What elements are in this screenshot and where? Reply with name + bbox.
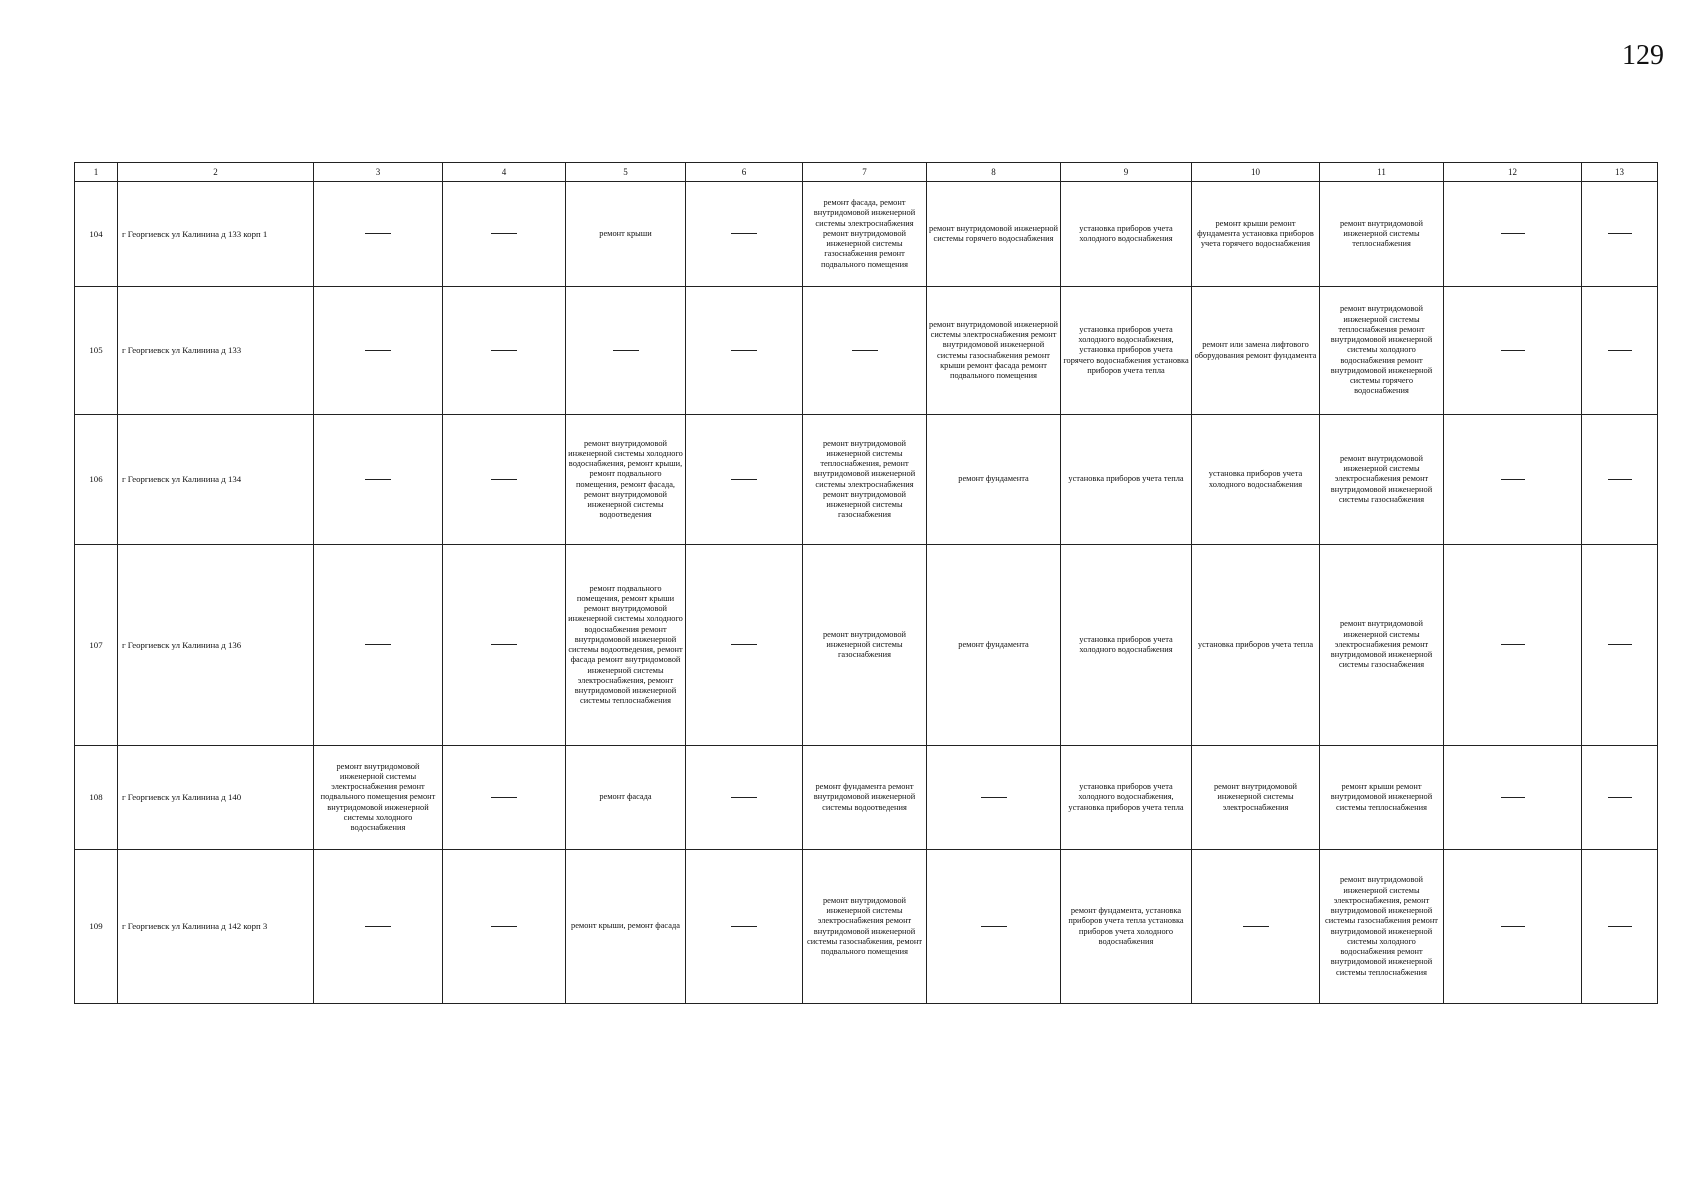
table-row xyxy=(75,746,1658,850)
table-cell xyxy=(1192,850,1320,1004)
table-cell xyxy=(927,850,1061,1004)
column-number: 8 xyxy=(927,163,1061,182)
empty-dash xyxy=(981,797,1007,798)
table-cell: ремонт внутридомовой инженерной системы электроснабжения ремонт внутридомовой инженерной системы газоснабжения xyxy=(1320,415,1444,545)
column-number: 4 xyxy=(443,163,566,182)
empty-dash xyxy=(365,350,391,351)
empty-dash xyxy=(731,644,757,645)
table-cell: ремонт внутридомовой инженерной системы электроснабжения, ремонт внутридомовой инженерной системы газоснабжения ремонт внутридомовой инженерной системы холодного водоснабжения ремонт внутридомовой инженерной системы теплоснабжения xyxy=(1320,850,1444,1004)
table-cell xyxy=(443,545,566,746)
table-cell: ремонт внутридомовой инженерной системы электроснабжения xyxy=(1192,746,1320,850)
table-cell: ремонт внутридомовой инженерной системы теплоснабжения, ремонт внутридомовой инженерной системы электроснабжения ремонт внутридомовой инженерной системы газоснабжения xyxy=(803,415,927,545)
column-number: 6 xyxy=(686,163,803,182)
table-cell: ремонт внутридомовой инженерной системы теплоснабжения ремонт внутридомовой инженерной системы холодного водоснабжения ремонт внутридомовой инженерной системы горячего водоснабжения xyxy=(1320,287,1444,415)
table-cell: установка приборов учета тепла xyxy=(1061,415,1192,545)
table-cell xyxy=(1582,545,1658,746)
empty-dash xyxy=(1608,479,1632,480)
empty-dash xyxy=(1501,350,1525,351)
table-cell xyxy=(443,746,566,850)
empty-dash xyxy=(1608,350,1632,351)
table-cell: ремонт или замена лифтового оборудования ремонт фундамента xyxy=(1192,287,1320,415)
table-cell xyxy=(803,287,927,415)
row-number-cell: 109 xyxy=(75,850,118,1004)
empty-dash xyxy=(1501,479,1525,480)
capital-repair-table xyxy=(74,162,1658,1004)
empty-dash xyxy=(1501,233,1525,234)
table-cell xyxy=(1582,850,1658,1004)
row-number-cell: 106 xyxy=(75,415,118,545)
table-cell xyxy=(686,850,803,1004)
column-number: 7 xyxy=(803,163,927,182)
table-cell: ремонт фундамента ремонт внутридомовой инженерной системы водоотведения xyxy=(803,746,927,850)
empty-dash xyxy=(491,797,517,798)
table-cell: установка приборов учета холодного водоснабжения, установка приборов учета горячего водоснабжения установка приборов учета тепла xyxy=(1061,287,1192,415)
table-cell: ремонт фасада, ремонт внутридомовой инженерной системы электроснабжения ремонт внутридомовой инженерной системы газоснабжения ремонт подвального помещения xyxy=(803,182,927,287)
row-number-cell: 105 xyxy=(75,287,118,415)
column-number: 3 xyxy=(314,163,443,182)
empty-dash xyxy=(365,479,391,480)
empty-dash xyxy=(491,350,517,351)
table-row xyxy=(75,287,1658,415)
empty-dash xyxy=(731,233,757,234)
header-row xyxy=(75,163,1658,182)
table-row xyxy=(75,545,1658,746)
column-number: 1 xyxy=(75,163,118,182)
table-cell: ремонт внутридомовой инженерной системы холодного водоснабжения, ремонт крыши, ремонт подвального помещения, ремонт фасада, ремонт внутридомовой инженерной системы водоотведения xyxy=(566,415,686,545)
table-cell xyxy=(1582,182,1658,287)
address-cell: г Георгиевск ул Калинина д 140 xyxy=(118,746,314,850)
table-cell: ремонт фундамента xyxy=(927,545,1061,746)
table-cell: установка приборов учета холодного водоснабжения xyxy=(1192,415,1320,545)
empty-dash xyxy=(1608,644,1632,645)
table-cell: ремонт внутридомовой инженерной системы горячего водоснабжения xyxy=(927,182,1061,287)
address-cell: г Георгиевск ул Калинина д 142 корп 3 xyxy=(118,850,314,1004)
empty-dash xyxy=(1501,797,1525,798)
column-number: 9 xyxy=(1061,163,1192,182)
table-cell xyxy=(1444,746,1582,850)
table-cell xyxy=(1444,182,1582,287)
table-cell xyxy=(443,850,566,1004)
table-cell: установка приборов учета холодного водоснабжения, установка приборов учета тепла xyxy=(1061,746,1192,850)
table-cell xyxy=(1444,850,1582,1004)
empty-dash xyxy=(731,479,757,480)
empty-dash xyxy=(852,350,878,351)
table-cell xyxy=(686,287,803,415)
table-cell: ремонт фундамента xyxy=(927,415,1061,545)
empty-dash xyxy=(365,233,391,234)
table-row xyxy=(75,415,1658,545)
table-cell xyxy=(314,415,443,545)
table-cell: ремонт внутридомовой инженерной системы газоснабжения xyxy=(803,545,927,746)
table-cell: ремонт подвального помещения, ремонт крыши ремонт внутридомовой инженерной системы холодного водоснабжения ремонт внутридомовой инженерной системы водоотведения, ремонт фасада ремонт внутридомовой инженерной системы электроснабжения, ремонт внутридомовой инженерной системы теплоснабжения xyxy=(566,545,686,746)
table-cell xyxy=(443,287,566,415)
empty-dash xyxy=(1608,233,1632,234)
row-number-cell: 107 xyxy=(75,545,118,746)
empty-dash xyxy=(981,926,1007,927)
address-cell: г Георгиевск ул Калинина д 133 xyxy=(118,287,314,415)
table-cell xyxy=(443,415,566,545)
empty-dash xyxy=(731,350,757,351)
table-cell: ремонт внутридомовой инженерной системы теплоснабжения xyxy=(1320,182,1444,287)
table-cell xyxy=(443,182,566,287)
table-cell xyxy=(566,287,686,415)
table-cell xyxy=(314,287,443,415)
table-cell xyxy=(1582,746,1658,850)
table-cell xyxy=(1582,415,1658,545)
table-cell: ремонт крыши ремонт фундамента установка приборов учета горячего водоснабжения xyxy=(1192,182,1320,287)
empty-dash xyxy=(731,926,757,927)
table-cell: установка приборов учета холодного водоснабжения xyxy=(1061,545,1192,746)
page-number: 129 xyxy=(1622,40,1664,71)
table-cell xyxy=(686,746,803,850)
table-cell xyxy=(1444,287,1582,415)
table-row xyxy=(75,850,1658,1004)
table-cell: ремонт фасада xyxy=(566,746,686,850)
column-number: 2 xyxy=(118,163,314,182)
address-cell: г Георгиевск ул Калинина д 134 xyxy=(118,415,314,545)
empty-dash xyxy=(1608,926,1632,927)
empty-dash xyxy=(491,233,517,234)
table-cell: установка приборов учета холодного водоснабжения xyxy=(1061,182,1192,287)
table-cell xyxy=(314,182,443,287)
empty-dash xyxy=(731,797,757,798)
table-cell xyxy=(686,182,803,287)
table-cell: ремонт крыши ремонт внутридомовой инженерной системы теплоснабжения xyxy=(1320,746,1444,850)
column-number: 13 xyxy=(1582,163,1658,182)
empty-dash xyxy=(1501,644,1525,645)
table-cell: ремонт внутридомовой инженерной системы электроснабжения ремонт внутридомовой инженерной системы газоснабжения ремонт крыши ремонт фасада ремонт подвального помещения xyxy=(927,287,1061,415)
empty-dash xyxy=(365,926,391,927)
column-number: 11 xyxy=(1320,163,1444,182)
address-cell: г Георгиевск ул Калинина д 133 корп 1 xyxy=(118,182,314,287)
table-cell: ремонт внутридомовой инженерной системы электроснабжения ремонт подвального помещения ремонт внутридомовой инженерной системы холодного водоснабжения xyxy=(314,746,443,850)
table-cell xyxy=(1444,415,1582,545)
table-cell: ремонт крыши, ремонт фасада xyxy=(566,850,686,1004)
table-cell xyxy=(927,746,1061,850)
table-cell xyxy=(314,850,443,1004)
table-cell xyxy=(686,415,803,545)
empty-dash xyxy=(365,644,391,645)
row-number-cell: 108 xyxy=(75,746,118,850)
table-cell: ремонт внутридомовой инженерной системы электроснабжения ремонт внутридомовой инженерной системы газоснабжения, ремонт подвального помещения xyxy=(803,850,927,1004)
table-cell: установка приборов учета тепла xyxy=(1192,545,1320,746)
address-cell: г Георгиевск ул Калинина д 136 xyxy=(118,545,314,746)
row-number-cell: 104 xyxy=(75,182,118,287)
column-number: 10 xyxy=(1192,163,1320,182)
empty-dash xyxy=(491,926,517,927)
table-cell xyxy=(1582,287,1658,415)
column-number: 5 xyxy=(566,163,686,182)
empty-dash xyxy=(1501,926,1525,927)
table-cell xyxy=(1444,545,1582,746)
empty-dash xyxy=(491,644,517,645)
empty-dash xyxy=(491,479,517,480)
table-row xyxy=(75,182,1658,287)
empty-dash xyxy=(1243,926,1269,927)
table-cell: ремонт фундамента, установка приборов учета тепла установка приборов учета холодного водоснабжения xyxy=(1061,850,1192,1004)
table-cell: ремонт внутридомовой инженерной системы электроснабжения ремонт внутридомовой инженерной системы газоснабжения xyxy=(1320,545,1444,746)
table-cell: ремонт крыши xyxy=(566,182,686,287)
table-cell xyxy=(314,545,443,746)
table-cell xyxy=(686,545,803,746)
empty-dash xyxy=(613,350,639,351)
empty-dash xyxy=(1608,797,1632,798)
column-number: 12 xyxy=(1444,163,1582,182)
